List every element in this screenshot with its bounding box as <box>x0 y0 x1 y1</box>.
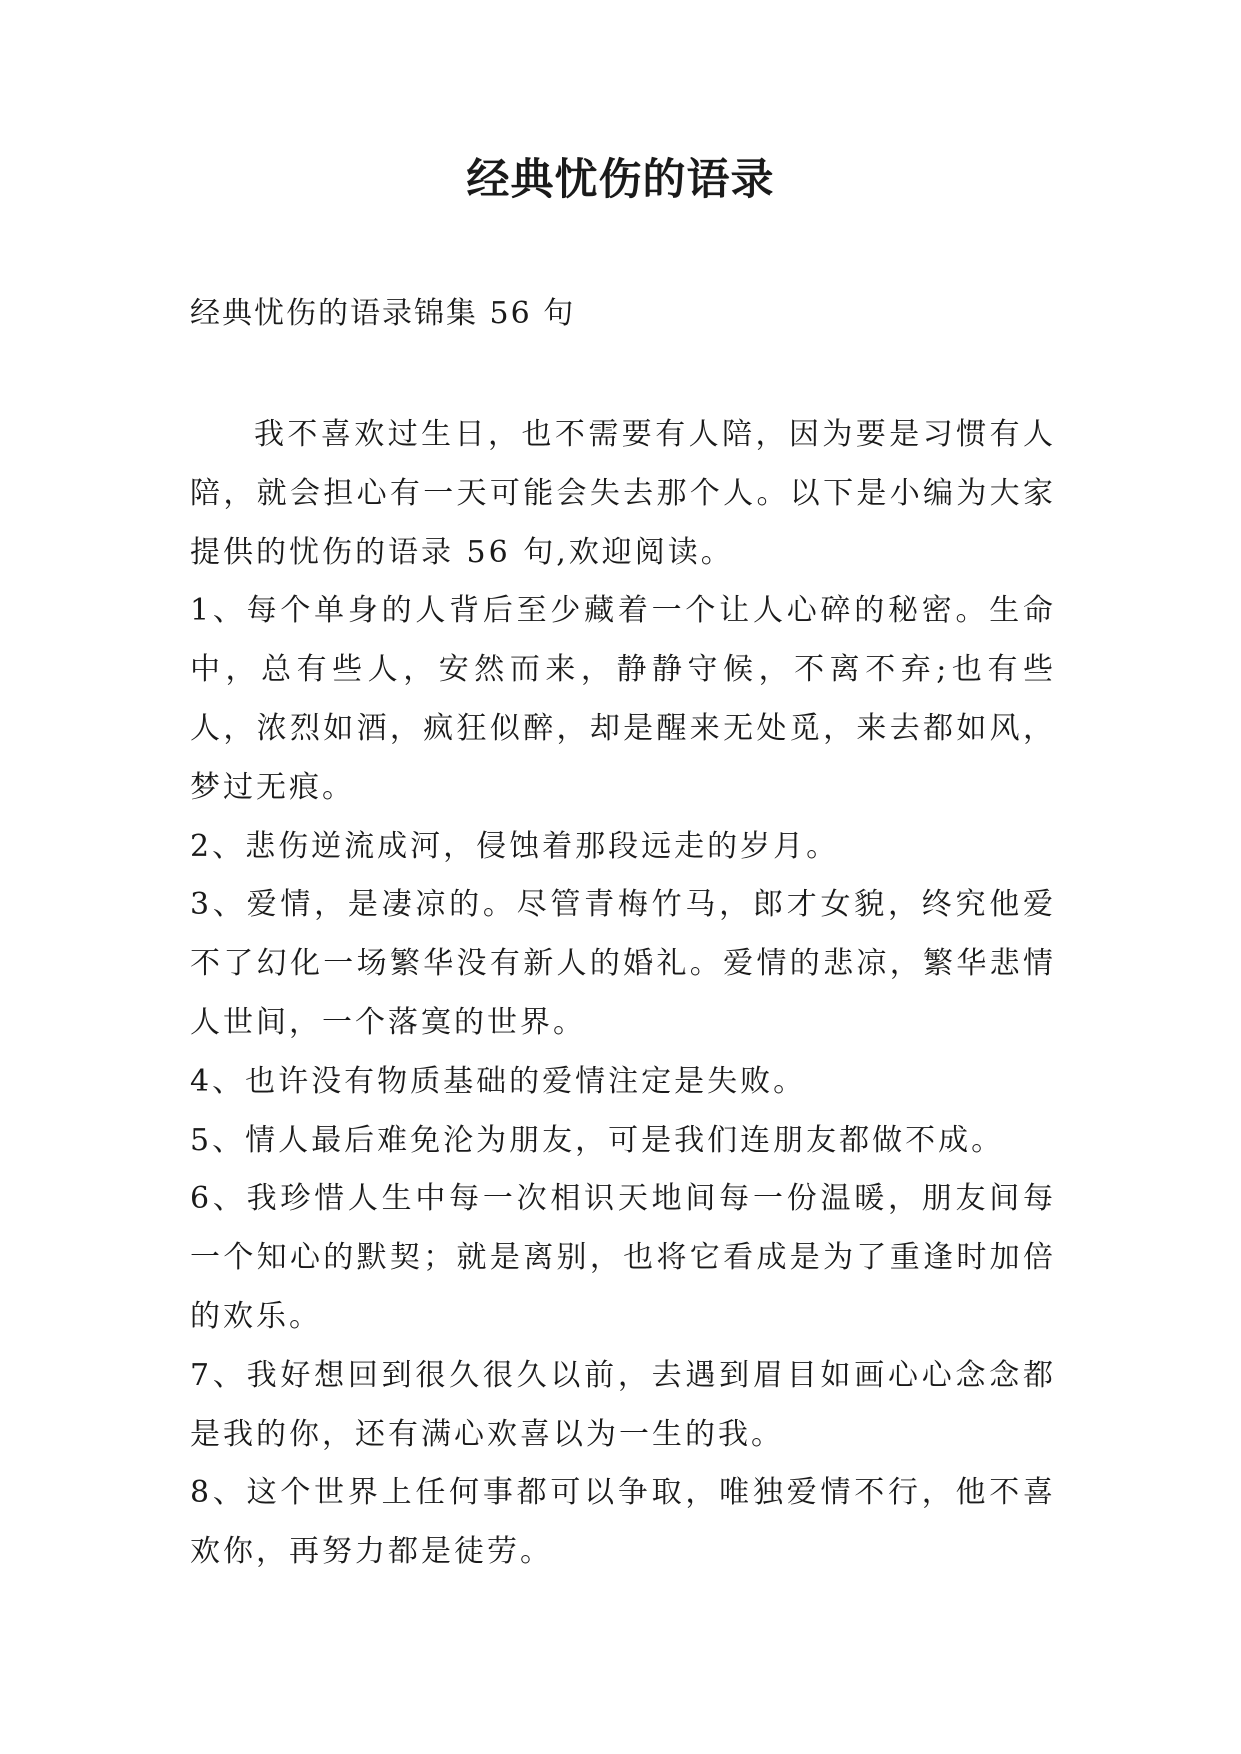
document-subtitle: 经典忧伤的语录锦集 56 句 <box>190 296 576 331</box>
document-title: 经典忧伤的语录 <box>466 155 775 205</box>
quote-item-5: 5、情人最后难免沦为朋友，可是我们连朋友都做不成。 <box>190 1122 1005 1158</box>
document-body <box>190 406 1056 1582</box>
quote-item-8: 8、这个世界上任何事都可以争取，唯独爱情不行，他不喜欢你，再努力都是徒劳。 <box>190 1475 1056 1570</box>
intro-paragraph: 我不喜欢过生日，也不需要有人陪，因为要是习惯有人陪，就会担心有一天可能会失去那个人。以下是小编为大家提供的忧伤的语录 56 句,欢迎阅读。 <box>190 417 1056 570</box>
quote-item-1: 1、每个单身的人背后至少藏着一个让人心碎的秘密。生命中，总有些人，安然而来，静静守候，不离不弃;也有些人，浓烈如酒，疯狂似醉，却是醒来无处觅，来去都如风，梦过无痕。 <box>190 593 1056 805</box>
quote-item-4: 4、也许没有物质基础的爱情注定是失败。 <box>190 1063 807 1099</box>
quote-item-2: 2、悲伤逆流成河，侵蚀着那段远走的岁月。 <box>190 828 840 864</box>
quote-item-7: 7、我好想回到很久很久以前，去遇到眉目如画心心念念都是我的你，还有满心欢喜以为一生的我。 <box>190 1357 1056 1452</box>
quote-item-3: 3、爱情，是凄凉的。尽管青梅竹马，郎才女貌，终究他爱不了幻化一场繁华没有新人的婚礼。爱情的悲凉，繁华悲情人世间，一个落寞的世界。 <box>190 887 1056 1040</box>
quote-item-6: 6、我珍惜人生中每一次相识天地间每一份温暖，朋友间每一个知心的默契；就是离别，也将它看成是为了重逢时加倍的欢乐。 <box>190 1181 1056 1334</box>
